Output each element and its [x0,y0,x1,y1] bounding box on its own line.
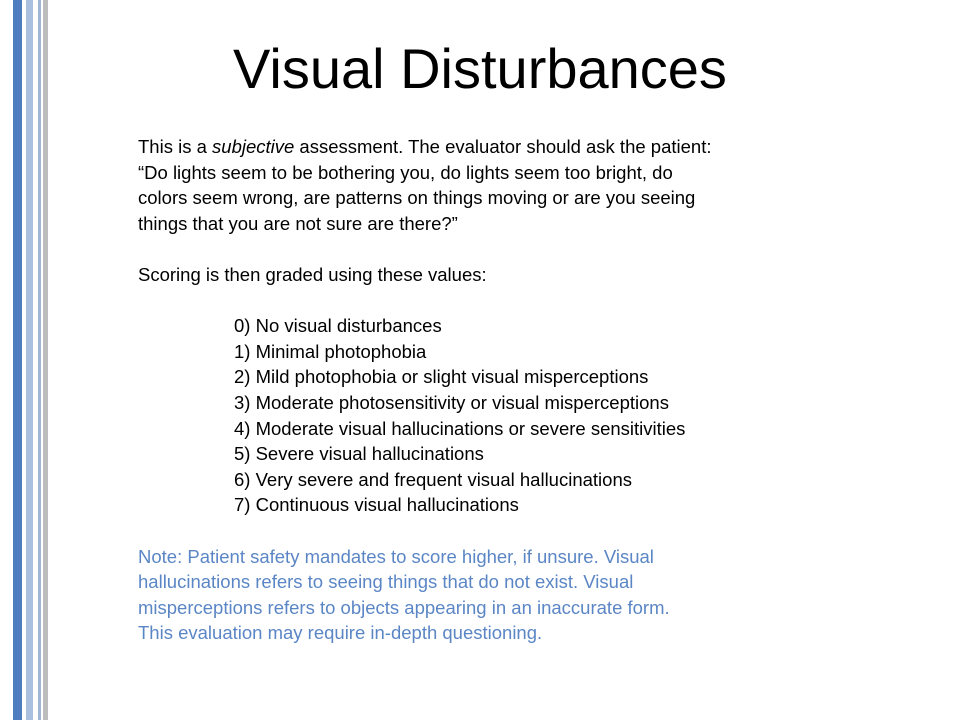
score-item: 3) Moderate photosensitivity or visual misperceptions [234,391,669,413]
intro-emphasis: subjective [212,136,295,157]
note-line: hallucinations refers to seeing things that do not exist. Visual [138,571,634,593]
score-item: 5) Severe visual hallucinations [234,443,484,465]
score-item: 2) Mild photophobia or slight visual misperceptions [234,366,649,388]
intro-text-start: This is a [138,136,213,157]
stripe-gray [43,0,48,720]
safety-note [138,544,898,646]
note-line: This evaluation may require in-depth questioning. [138,622,543,644]
score-item: 6) Very severe and frequent visual hallucinations [234,468,632,490]
stripe-thin-blue [38,0,41,720]
score-item: 0) No visual disturbances [234,315,442,337]
score-list [138,313,898,518]
score-item: 7) Continuous visual hallucinations [234,494,519,516]
score-item: 1) Minimal photophobia [234,340,427,362]
slide-body [138,134,898,646]
intro-line: things that you are not sure are there?” [138,212,458,234]
note-line: Note: Patient safety mandates to score higher, if unsure. Visual [138,545,654,567]
scoring-intro: Scoring is then graded using these values: [138,263,487,285]
score-item: 4) Moderate visual hallucinations or severe sensitivities [234,417,686,439]
note-line: misperceptions refers to objects appearing in an inaccurate form. [138,596,670,618]
slide-title: Visual Disturbances [233,37,727,100]
stripe-light-blue [26,0,33,720]
intro-line: “Do lights seem to be bothering you, do lights seem too bright, do [138,161,673,183]
spacer [138,236,898,262]
intro-text-end: assessment. The evaluator should ask the patient: [294,136,712,157]
spacer [138,518,898,544]
spacer [138,288,898,314]
intro-line: colors seem wrong, are patterns on things moving or are you seeing [138,187,696,209]
decorative-side-stripes [0,0,50,720]
intro-paragraph [138,134,898,236]
intro-line [138,134,898,160]
stripe-dark-blue [13,0,22,720]
